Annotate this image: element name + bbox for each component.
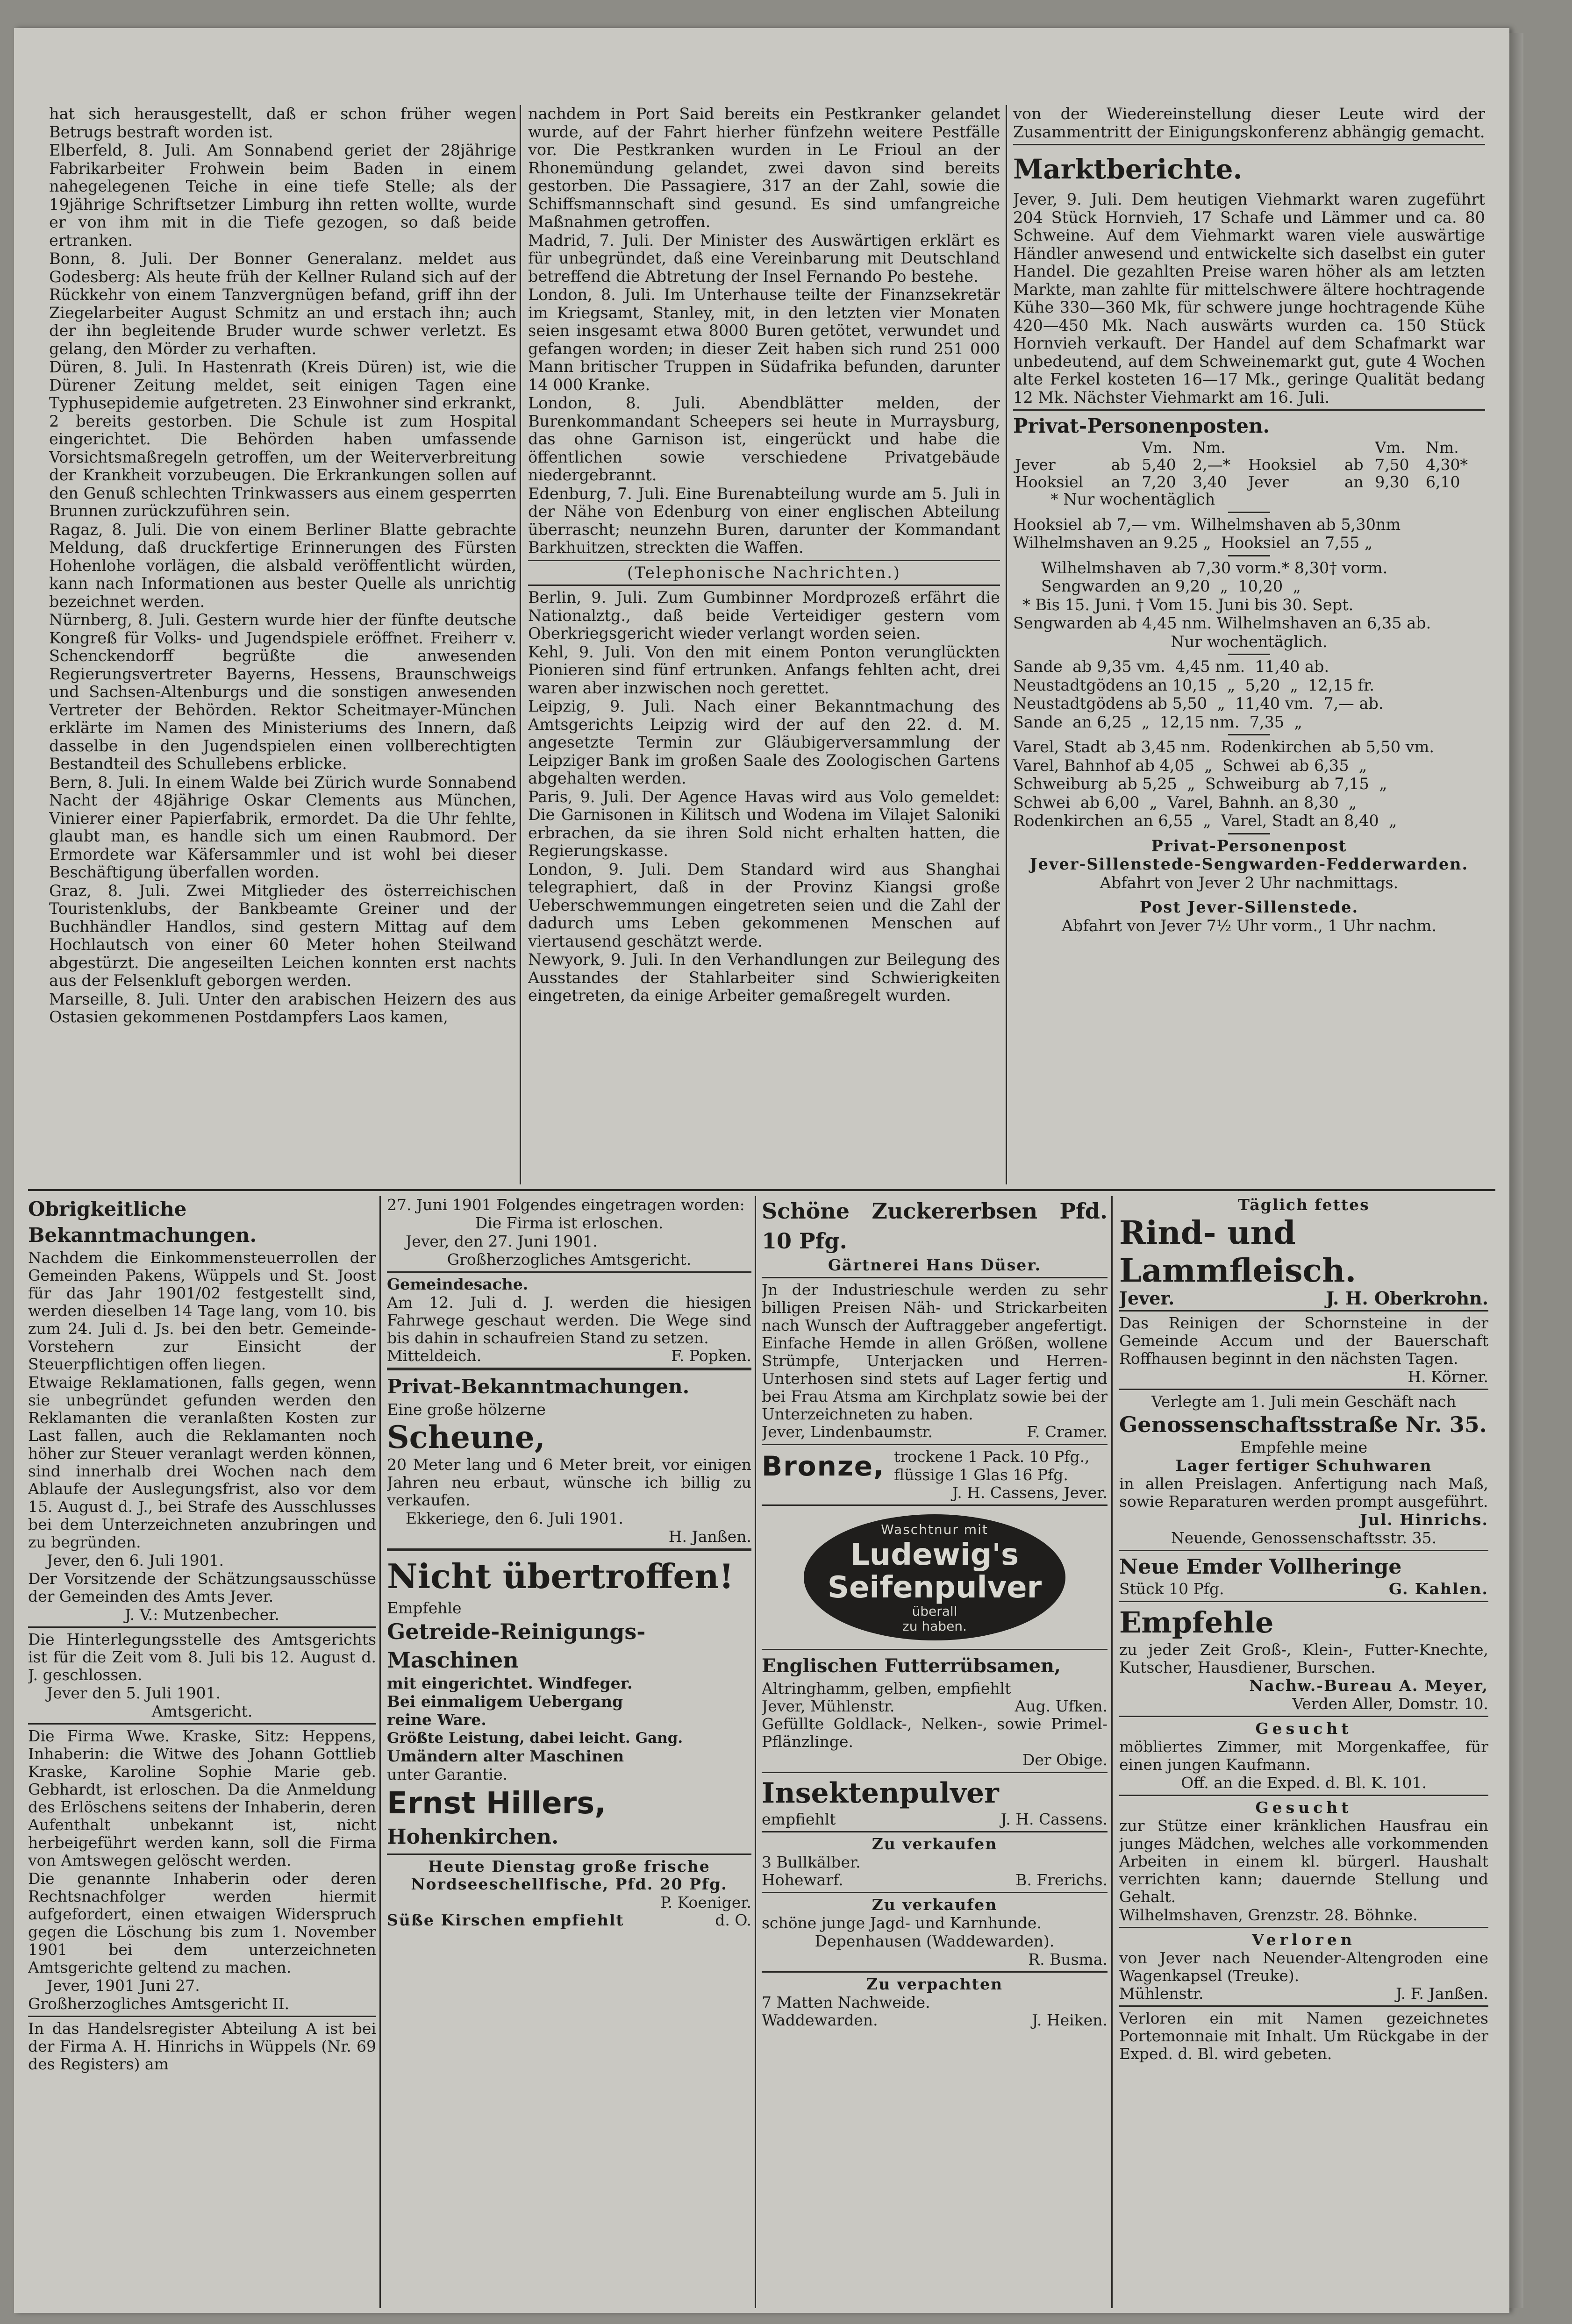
signer: J. H. Oberkrohn. [1326,1288,1488,1309]
signature-line [1119,1985,1488,2003]
ad-text: schöne junge Jagd- und Karnhunde. [762,1914,1042,1932]
divider [1228,555,1270,556]
divider [528,585,1000,586]
notice-text: Die Hinterlegungsstelle des Amtsgerichts ist für die Zeit vom 8. Juli bis 12. August d. J. geschlossen. [28,1630,376,1684]
ad-text: Heute Dienstag große frische Nordseeschellfische, Pfd. 20 Pfg. [411,1857,728,1893]
timetable-line: Varel, Bahnhof ab 4,05 „ Schwei ab 6,35 „ [1013,756,1367,775]
divider [387,1271,751,1273]
ad-text: Stück 10 Pfg. [1119,1580,1224,1598]
ad-text: von Jever nach Neuender-Altengroden eine Wagenkapsel (Treuke). [1119,1949,1488,1985]
ad-line [387,1911,751,1929]
ad-sign: H. Körner. [1408,1368,1488,1386]
ad-line: unter Garantie. [387,1765,508,1783]
divider [28,1626,376,1628]
ad-text: empfiehlt [762,1810,836,1828]
page-edge [1509,33,1523,2308]
post-footer: Post Jever-Sillenstede. [1139,898,1359,916]
divider [1013,144,1485,145]
place: Mitteldeich. [387,1347,482,1365]
news-item: Düren, 8. Juli. In Hastenrath (Kreis Düren) ist, wie die Dürener Zeitung meldet, seit einigen Tagen eine Typhusepidemie aufgetreten. 23 Einwohner sind erkrankt, 2 bereits gestorben. Die Schule ist zum Hospital eingerichtet. Die Behörden haben umfassende Vorsichtsmaßregeln getroffen, um der Weiterverbreitung der Krankheit vorzubeugen. Die Erkrankungen sollen auf den Genuß schlechten Trinkwassers aus einem gesperrten Brunnen zurückzuführen sein. [49,358,516,520]
timetable-line: Sande ab 9,35 vm. 4,45 nm. 11,40 ab. [1013,657,1329,676]
ad-text: möbliertes Zimmer, mit Morgenkaffee, für einen jungen Kaufmann. [1119,1738,1488,1774]
divider [1228,654,1270,655]
notice-text: Nachdem die Einkommensteuerrollen der Gemeinden Pakens, Wüppels und St. Joost für das Jahr 1901/02 festgestellt sind, werden dieselben 14 Tage lang, vom 10. bis zum 24. Juli d. Js. bei den betr. Gemeinde-Vorstehern zur Einsicht der Steuerpflichtigen offen liegen. [28,1248,376,1373]
official-notices-title: Obrigkeitliche Bekanntmachungen. [28,1198,257,1247]
ad-sign: Wilhelmshaven, Grenzstr. 28. Böhnke. [1119,1906,1418,1924]
divider [387,1548,751,1551]
soap-powder-logo [804,1514,1065,1640]
timetable-row: Jever ab 5,40 2,—* Hooksiel ab 7,50 4,30* [1015,456,1468,474]
logo-text: Ludewig's [850,1538,1019,1572]
signer: F. Popken. [671,1347,751,1365]
ad-place: Neuende, Genossenschaftsstr. 35. [1171,1529,1437,1547]
ad-headline: Neue Emder Vollheringe [1119,1555,1402,1579]
ad-headline: Empfehle [1119,1605,1274,1640]
divider [1119,1716,1488,1717]
divider [1119,1927,1488,1928]
ad-headline: Insektenpulver [762,1777,999,1810]
divider [762,1892,1108,1893]
signature-line [762,1871,1108,1889]
divider [387,1853,751,1855]
ad-headline: Zu verkaufen [872,1896,998,1914]
ads-column-1 [28,1196,376,2308]
signer: G. Kahlen. [1388,1580,1488,1598]
signer: F. Cramer. [1027,1423,1108,1441]
place: Jever. [1119,1288,1175,1309]
timetable-header: Vm. Nm. Vm. Nm. [1142,438,1459,456]
signature-line [387,1347,751,1365]
post-timetable [1013,439,1485,491]
news-item: hat sich herausgestellt, daß er schon früher wegen Betrugs bestraft worden ist. [49,105,516,141]
ad-line: Maschinen [387,1647,519,1673]
news-item: London, 8. Juli. Im Unterhause teilte der Finanzsekretär im Kriegsamt, Stanley, mit, in den letzten vier Monaten seien insgesamt etwa 8000 Buren getötet, verwundet und gefangen worden; in dieser Zeit haben sich rund 251 000 Mann britischer Truppen in Südafrika befunden, darunter 14 000 Kranke. [528,285,1000,394]
ad-line: Umändern alter Maschinen [387,1747,624,1765]
news-item: Kehl, 9. Juli. Von den mit einem Ponton verunglückten Pionieren sind fünf ertrunken. Anfangs fehlten acht, drei waren aber inzwischen noch gerettet. [528,642,1000,697]
divider [1119,1601,1488,1602]
divider [1119,2005,1488,2007]
news-item: von der Wiedereinstellung dieser Leute wird der Zusammentritt der Einigungskonferenz abhängig gemacht. [1013,105,1485,141]
timetable-line: Nur wochentäglich. [1171,632,1328,651]
ads-column-3 [762,1196,1108,2308]
divider [762,1277,1108,1278]
ads-column-2 [387,1196,751,2308]
timetable-line: Sande an 6,25 „ 12,15 nm. 7,35 „ [1013,713,1302,731]
timetable-line: Wilhelmshaven ab 7,30 vorm.* 8,30† vorm. [1041,558,1388,577]
ad-sign: P. Koeniger. [660,1893,751,1911]
divider [1119,1550,1488,1551]
notice-text: Die Firma ist erloschen. [475,1214,664,1232]
ad-headline: Zu verkaufen [872,1835,998,1853]
timetable-row: Hooksiel an 7,20 3,40 Jever an 9,30 6,10 [1015,473,1460,491]
logo-text: Seifenpulver [827,1570,1042,1605]
post-footer: Abfahrt von Jever 7½ Uhr vorm., 1 Uhr nachm. [1061,916,1437,935]
ad-text: 7 Matten Nachweide. [762,1993,930,2011]
market-report: Jever, 9. Juli. Dem heutigen Viehmarkt waren zugeführt 204 Stück Hornvieh, 17 Schafe und Lämmer und ca. 80 Schweine. Auf dem Viehmarkt waren viele auswärtige Händler anwesend und entwickelte sich daselbst ein guter Handel. Die gezahlten Preise waren höher als am letzten Markte, man zahlte für mittelschwere ältere hochtragende Kühe 330—360 Mk, für schwere junge hochtragende Kühe 420—450 Mk. Nach auswärts wurden ca. 150 Stück Hornvieh verkauft. Der Handel auf dem Schafmarkt war unbedeutend, auf dem Schweinemarkt gut, gute 4 Wochen alte Ferkel kosteten 16—17 Mk., geringe Qualität bedang 12 Mk. Nächster Viehmarkt am 16. Juli. [1013,190,1485,406]
ad-sign: Off. an die Exped. d. Bl. K. 101. [1181,1774,1427,1792]
ad-sign: H. Janßen. [668,1527,751,1546]
signer: J. Heiken. [1032,2011,1108,2029]
notice-date: Jever, den 27. Juni 1901. [406,1232,598,1250]
timetable-line: Wilhelmshaven an 9.25 „ Hooksiel an 7,55 „ [1013,534,1373,552]
ad-line: mit eingerichtet. Windfeger. [387,1674,633,1692]
signature-line [762,2011,1108,2029]
ad-headline: Nicht übertroffen! [387,1556,734,1596]
divider [1228,512,1270,513]
logo-text: zu haben. [902,1618,967,1634]
news-item: Edenburg, 7. Juli. Eine Burenabteilung wurde am 5. Juli in der Nähe von Edenburg von einer englischen Abteilung überrascht; neunzehn Buren, darunter der Kommandant Barkhuitzen, streckten die Waffen. [528,484,1000,556]
ad-text: 3 Bullkälber. [762,1853,861,1871]
ad-text: 20 Meter lang und 6 Meter breit, vor einigen Jahren neu erbaut, wünsche ich billig zu verkaufen. [387,1455,751,1509]
notice-sign: J. V.: Mutzenbecher. [125,1605,279,1624]
timetable-line: Schweiburg ab 5,25 „ Schweiburg ab 7,15 „ [1013,775,1387,793]
notice-text: 27. Juni 1901 Folgendes eingetragen worden: [387,1196,745,1214]
divider [387,1368,751,1370]
news-item: London, 8. Juli. Abendblätter melden, der Burenkommandant Scheepers sei heute in Murraysburg, das ohne Garnison ist, eingerückt und habe die öffentlichen sowie verschiedene Privatgebäude niedergebrannt. [528,394,1000,484]
divider [1228,833,1270,834]
news-item: Nürnberg, 8. Juli. Gestern wurde hier der fünfte deutsche Kongreß für Volks- und Jugendspiele eröffnet. Freiherr v. Schenckendorff begrüßte die anwesenden Regierungsvertreter Bayerns, Hessens, Braunschweigs und Sachsen-Altenburgs und die sonstigen anwesenden Vertreter der Behörden. Rektor Scheitmayer-München erklärte im Namen des Ministeriums des Innern, daß dasselbe in den Jugendspielen einen vollberechtigten Bestandteil des Schullebens erblicke. [49,611,516,773]
post-footer: Abfahrt von Jever 2 Uhr nachmittags. [1100,873,1399,892]
divider [1013,409,1485,411]
ad-text: Verlegte am 1. Juli mein Geschäft nach [1151,1392,1457,1411]
notice-date: Jever den 5. Juli 1901. [47,1684,221,1702]
ad-headline: Lammfleisch. [1119,1252,1357,1290]
ad-place: Depenhausen (Waddewarden). [815,1932,1055,1950]
ad-text: Empfehle meine [1240,1438,1368,1456]
timetable-line: Varel, Stadt ab 3,45 nm. Rodenkirchen ab 5,50 vm. [1013,738,1435,756]
column-rule [1006,105,1007,1184]
ad-sign: Jul. Hinrichs. [1360,1511,1488,1529]
ad-subline: Gärtnerei Hans Düser. [828,1256,1042,1274]
notice-sign: Der Vorsitzende der Schätzungsausschüsse der Gemeinden des Amts Jever. [28,1569,376,1605]
logo-text: Waschtnur mit [881,1522,988,1537]
ad-sign: Der Obige. [1022,1751,1108,1769]
ad-sign: J. H. Cassens, Jever. [952,1483,1108,1502]
divider [762,1772,1108,1773]
divider [762,1649,1108,1650]
place: Hohewarf. [762,1871,843,1889]
notice-text: Etwaige Reklamationen, falls gegen, wenn sie unbegründet gefunden werden den Reklamanten die veranlaßten Kosten zur Last fallen, auch die Reklamanten noch höher zur Steuer veranlagt werden können, sind innerhalb drei Wochen nach dem Ablaufe der Auslegungsfrist, also vor dem 15. August d. J., bei Strafe des Ausschlusses bei dem Unterzeichneten anzubringen und zu begründen. [28,1373,376,1551]
signature-line [762,1423,1108,1441]
signer: Aug. Ufken. [1015,1697,1108,1715]
news-item: Elberfeld, 8. Juli. Am Sonnabend geriet der 28jährige Fabrikarbeiter Frohwein beim Baden in einem nahegelegenen Teiche in eine tiefe Stelle; als der 19jährige Schriftsetzer Limburg ihn retten wollte, wurde er von ihm mit in die Tiefe gezogen, so daß beide ertranken. [49,141,516,250]
place: Jever, Mühlenstr. [762,1697,895,1715]
timetable-line: Hooksiel ab 7,— vm. Wilhelmshaven ab 5,30nm [1013,515,1401,534]
notice-text: Am 12. Juli d. J. werden die hiesigen Fahrwege geschaut werden. Die Wege sind bis dahin in schaufreien Stand zu setzen. [387,1293,751,1347]
timetable-line: Sengwarden an 9,20 „ 10,20 „ [1041,577,1301,595]
ad-headline: Zu verpachten [866,1975,1003,1993]
divider [762,1504,1108,1506]
ad-headline: Gesucht [1255,1719,1352,1738]
notice-sign: Großherzogliches Amtsgericht. [447,1250,692,1269]
news-item: Newyork, 9. Juli. In den Verhandlungen zur Beilegung des Ausstandes der Stahlarbeiter sind Schwierigkeiten eingetreten, da einige Arbeiter gemaßregelt wurden. [528,950,1000,1005]
news-item: Graz, 8. Juli. Zwei Mitglieder des österreichischen Touristenklubs, der Bankbeamte Greiner und der Buchhändler Handlos, sind gestern Mittag auf dem Hochlautsch von einer 60 Meter hohen Steilwand abgestürzt. Die angeseilten Leichen konnten erst nachts aus der Felsenkluft geborgen werden. [49,881,516,990]
ad-headline: Gesucht [1255,1798,1352,1817]
logo-text: überall [912,1604,957,1619]
ad-line: Empfehle [387,1599,462,1617]
timetable-line: Neustadtgödens ab 5,50 „ 11,40 vm. 7,— ab. [1013,694,1384,713]
bronze-ad [762,1448,1108,1484]
notice-date: Jever, 1901 Juni 27. [47,1976,200,1995]
news-item: Ragaz, 8. Juli. Die von einem Berliner Blatte gebrachte Meldung, daß druckfertige Erinnerungen des Fürsten Hohenlohe vorlägen, die alsbald veröffentlicht würden, kann nach Informationen aus bester Quelle als unrichtig bezeichnet werden. [49,520,516,611]
signer: B. Frerichs. [1015,1871,1108,1889]
column-rule [379,1196,381,2308]
signature-line [762,1811,1108,1828]
ad-text: Jn der Industrieschule werden zu sehr billigen Preisen Näh- und Strickarbeiten nach Wunsch der Auftraggeber angefertigt. Einfache Hemde in allen Größen, wollene Strümpfe, Unterjacken und Herren-Unterhosen sind stets auf Lager fertig und bei Frau Atsma am Kirchplatz sowie bei der Unterzeichneten zu haben. [762,1281,1108,1423]
ad-headline: Scheune, [387,1419,545,1455]
divider [1228,734,1270,735]
ad-headline: Schöne Zuckererbsen Pfd. 10 Pfg. [762,1198,1108,1254]
ad-company: Ernst Hillers, [387,1786,606,1821]
timetable-line: * Bis 15. Juni. † Vom 15. Juni bis 30. Sept. [1022,595,1354,614]
column-rule [755,1196,756,2308]
section-rule [28,1189,1495,1191]
section-heading: (Telephonische Nachrichten.) [627,563,901,582]
notice-sign: Großherzogliches Amtsgericht II. [28,1995,290,2013]
timetable-line: Schwei ab 6,00 „ Varel, Bahnh. an 8,30 „ [1013,793,1357,812]
news-item: nachdem in Port Said bereits ein Pestkranker gelandet wurde, auf der Fahrt hierher fünfzehn weitere Pestfälle vor. Die Pestkranken wurden in Le Frioul an der Rhonemündung gelandet, zwei davon sind bereits gestorben. Die Passagiere, 317 an der Zahl, sowie die Schiffsmannschaft sind gesund. Es sind umfangreiche Maßnahmen getroffen. [528,105,1000,231]
timetable-line: Sengwarden ab 4,45 nm. Wilhelmshaven an 6,35 ab. [1013,614,1431,632]
post-note: * Nur wochentäglich [1050,490,1215,508]
ad-sign: Nachw.-Bureau A. Meyer, [1249,1676,1488,1695]
ad-line: Bei einmaligem Uebergang [387,1692,623,1711]
column-rule [520,105,521,1184]
news-item: Marseille, 8. Juli. Unter den arabischen Heizern des aus Ostasien gekommenen Postdampfers Laos kamen, [49,990,516,1026]
ad-sign: R. Busma. [1028,1950,1108,1968]
signature-line [762,1697,1108,1715]
notice-sign: Amtsgericht. [151,1702,253,1720]
notice-text: Die Firma Wwe. Kraske, Sitz: Heppens, Inhaberin: die Witwe des Johann Gottlieb Kraske, Karoline Sophie Marie geb. Gebhardt, ist erloschen. Da die Anmeldung des Erlöschens seitens der Inhaberin, deren Aufenthalt unbekannt ist, nicht herbeigeführt werden kann, soll die Firma von Amtswegen gelöscht werden. [28,1727,376,1869]
ad-text: Verloren ein mit Namen gezeichnetes Portemonnaie mit Inhalt. Um Rückgabe in der Exped. d. Bl. wird gebeten. [1119,2009,1488,2063]
ad-line: trockene 1 Pack. 10 Pfg., [894,1447,1090,1466]
ad-headline: Verloren [1252,1931,1356,1949]
ad-text: Süße Kirschen empfiehlt [387,1911,624,1929]
ad-line: Getreide-Reinigungs- [387,1619,646,1644]
gemeinde-title: Gemeindesache. [387,1275,529,1293]
column-rule [1111,1196,1113,2308]
market-title: Marktberichte. [1013,153,1243,185]
ad-place: Verden Aller, Domstr. 10. [1292,1695,1488,1713]
notice-date: Jever, den 6. Juli 1901. [47,1551,224,1569]
signer: J. H. Cassens. [1000,1810,1108,1828]
ad-line: Größte Leistung, dabei leicht. Gang. [387,1730,683,1747]
divider [1119,1310,1488,1312]
news-item: Bonn, 8. Juli. Der Bonner Generalanz. meldet aus Godesberg: Als heute früh der Kellner Ruland sich auf der Rückkehr von einem Tanzvergnügen befand, griff ihn der Ziegelarbeiter August Schmitz an und erstach ihn; auch der ihn begleitende Bruder wurde schwer verletzt. Es gelang, den Mörder zu verhaften. [49,250,516,358]
divider [1119,1389,1488,1390]
ad-text: zu jeder Zeit Groß-, Klein-, Futter-Knechte, Kutscher, Hausdiener, Burschen. [1119,1640,1488,1676]
news-column-2 [528,105,1000,1184]
ads-column-4 [1119,1196,1488,2308]
divider [1119,1795,1488,1796]
ad-text: Gefüllte Goldlack-, Nelken-, sowie Primel-Pflänzlinge. [762,1715,1108,1751]
news-item: Bern, 8. Juli. In einem Walde bei Zürich wurde Sonnabend Nacht der 48jährige Oskar Clements aus München, Vinierer einer Papierfabrik, ermordet. Da die Uhr fehlte, glaubt man, es handle sich um einen Raubmord. Der Ermordete war Käfersammler und ist wohl bei dieser Beschäftigung überfallen worden. [49,773,516,881]
notice-text: Die genannte Inhaberin oder deren Rechtsnachfolger werden hiermit aufgefordert, einen etwaigen Widerspruch gegen die Löschung bis zum 1. November 1901 bei dem unterzeichneten Amtsgerichte geltend zu machen. [28,1869,376,1976]
ad-text: Das Reinigen der Schornsteine in der Gemeinde Accum und der Bauerschaft Roffhausen beginnt in den nächsten Tagen. [1119,1314,1488,1368]
divider [528,560,1000,561]
ad-line: reine Ware. [387,1711,486,1729]
notice-text: In das Handelsregister Abteilung A ist bei der Firma A. H. Hinrichs in Wüppels (Nr. 69 des Registers) am [28,2019,376,2073]
bronze-lines [894,1448,1090,1484]
post-footer: Privat-Personenpost [1151,836,1347,855]
signer: J. F. Janßen. [1396,1984,1488,2003]
news-item: Madrid, 7. Juli. Der Minister des Auswärtigen erklärt es für unbegründet, daß eine Vereinbarung mit Deutschland betreffend die Abtretung der Insel Fernando Po bestehe. [528,231,1000,285]
ad-subline: Täglich fettes [1238,1196,1370,1214]
ad-place: Hohenkirchen. [387,1825,559,1849]
place: Jever, Lindenbaumstr. [762,1423,933,1441]
ad-line: flüssige 1 Glas 16 Pfg. [894,1466,1068,1484]
ad-text: Eine große hölzerne [387,1400,546,1419]
news-item: Leipzig, 9. Juli. Nach einer Bekanntmachung des Amtsgerichts Leipzig wird der auf den 22. d. M. angesetzte Termin zur Gläubigerversammlung der Leipziger Bank im großen Saale des Zoologischen Gartens abgehalten werden. [528,697,1000,787]
news-column-3 [1013,105,1485,1198]
timetable-line: Rodenkirchen an 6,55 „ Varel, Stadt an 8,40 „ [1013,812,1397,830]
ad-text: Lager fertiger Schuhwaren [1175,1456,1432,1475]
ad-text: in allen Preislagen. Anfertigung nach Maß, sowie Reparaturen werden prompt ausgeführt. [1119,1475,1488,1511]
ad-headline: Genossenschaftsstraße Nr. 35. [1119,1412,1487,1437]
place: Waddewarden. [762,2011,878,2029]
news-item: Paris, 9. Juli. Der Agence Havas wird aus Volo gemeldet: Die Garnisonen in Kilitsch und Wodena im Vilajet Saloniki erbrachen, da sie ihren Sold nicht erhalten hatten, die Regierungskasse. [528,787,1000,860]
post-title: Privat-Personenposten. [1013,414,1270,437]
ad-date: Ekkeriege, den 6. Juli 1901. [406,1509,624,1527]
signature-line [1119,1290,1488,1307]
ad-text: zur Stütze einer kränklichen Hausfrau ein junges Mädchen, welches alle vorkommenden Arbeiten in einem kl. bürgerl. Haushalt verrichten kann; dauernde Stellung und Gehalt. [1119,1817,1488,1906]
ad-headline: Rind- und [1119,1214,1296,1252]
news-column-1 [49,105,516,1184]
divider [762,1444,1108,1445]
ad-text: Altringhamm, gelben, empfiehlt [762,1679,1011,1697]
timetable-line: Neustadtgödens an 10,15 „ 5,20 „ 12,15 fr. [1013,676,1375,694]
news-item: London, 9. Juli. Dem Standard wird aus Shanghai telegraphiert, daß in der Provinz Kiangsi große Ueberschwemmungen eingetreten seien und die Zahl der dadurch ums Leben gekommenen Menschen auf viertausend geschätzt werde. [528,860,1000,950]
divider [28,1723,376,1725]
place: Mühlenstr. [1119,1984,1204,2003]
divider [762,1831,1108,1832]
divider [762,1971,1108,1973]
ad-headline: Bronze, [762,1450,885,1482]
private-notices-title: Privat-Bekanntmachungen. [387,1375,690,1398]
signature-line [1119,1580,1488,1598]
ad-headline: Englischen Futterrübsamen, [762,1655,1061,1677]
news-item: Berlin, 9. Juli. Zum Gumbinner Mordprozeß erfährt die Nationalztg., daß beide Verteidiger gestern vom Oberkriegsgericht wieder verlangt worden seien. [528,588,1000,642]
post-footer: Jever-Sillenstede-Sengwarden-Fedderwarden. [1029,855,1469,873]
ad-sign: d. O. [715,1911,751,1929]
divider [28,2016,376,2017]
